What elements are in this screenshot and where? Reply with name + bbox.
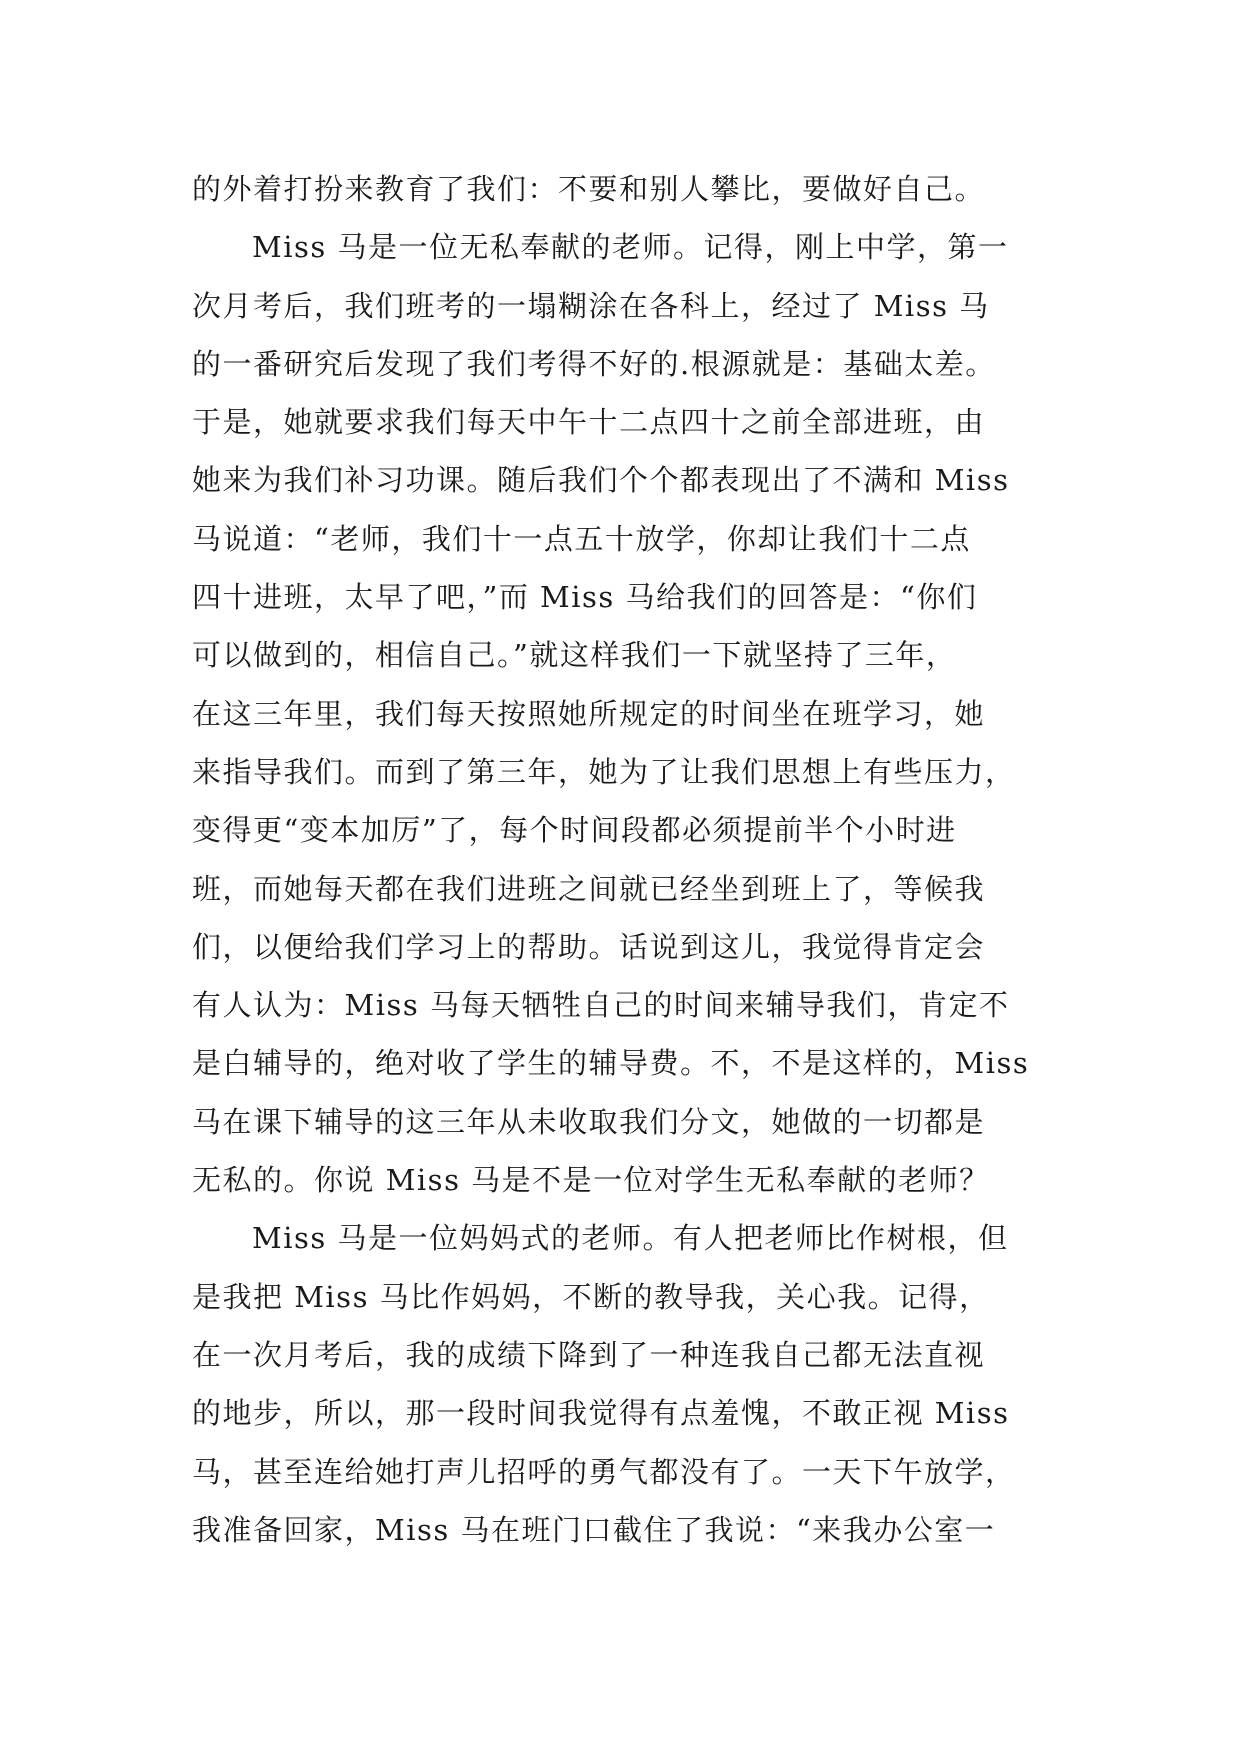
text-line: 班，而她每天都在我们进班之间就已经坐到班上了，等候我 bbox=[192, 871, 986, 906]
text-line: 变得更“变本加厉”了，每个时间段都必须提前半个小时进 bbox=[192, 813, 957, 848]
text-line: 她来为我们补习功课。随后我们个个都表现出了不满和 Miss bbox=[192, 463, 1010, 498]
text-line: 马说道：“老师，我们十一点五十放学，你却让我们十二点 bbox=[192, 521, 971, 556]
text-line: 我准备回家，Miss 马在班门口截住了我说：“来我办公室一 bbox=[192, 1512, 996, 1547]
body-text bbox=[192, 160, 1052, 1559]
text-line: 四十进班，太早了吧，”而 Miss 马给我们的回答是：“你们 bbox=[192, 580, 978, 615]
text-line: 无私的。你说 Miss 马是不是一位对学生无私奉献的老师？ bbox=[192, 1163, 990, 1198]
text-line: 在这三年里，我们每天按照她所规定的时间坐在班学习，她 bbox=[192, 696, 986, 731]
text-line: Miss 马是一位妈妈式的老师。有人把老师比作树根，但 bbox=[252, 1221, 1009, 1256]
text-line: 的一番研究后发现了我们考得不好的.根源就是：基础太差。 bbox=[192, 346, 996, 381]
text-line: 马，甚至连给她打声儿招呼的勇气都没有了。一天下午放学， bbox=[192, 1454, 1016, 1489]
text-line: 是白辅导的，绝对收了学生的辅导费。不，不是这样的，Miss bbox=[192, 1046, 1030, 1081]
text-line: 可以做到的，相信自己。”就这样我们一下就坚持了三年， bbox=[192, 638, 957, 673]
text-line: 在一次月考后，我的成绩下降到了一种连我自己都无法直视 bbox=[192, 1337, 986, 1372]
text-line: 的外着打扮来教育了我们：不要和别人攀比，要做好自己。 bbox=[192, 172, 986, 206]
text-line: 的地步，所以，那一段时间我觉得有点羞愧，不敢正视 Miss bbox=[192, 1396, 1010, 1431]
text-line: 有人认为：Miss 马每天牺牲自己的时间来辅导我们，肯定不 bbox=[192, 988, 1010, 1023]
text-line: 次月考后，我们班考的一塌糊涂在各科上，经过了 Miss 马 bbox=[192, 288, 990, 323]
text-line: Miss 马是一位无私奉献的老师。记得，刚上中学，第一 bbox=[252, 230, 1009, 265]
text-line: 马在课下辅导的这三年从未收取我们分文，她做的一切都是 bbox=[192, 1104, 986, 1139]
text-line: 是我把 Miss 马比作妈妈，不断的教导我，关心我。记得， bbox=[192, 1279, 990, 1314]
text-line: 们，以便给我们学习上的帮助。话说到这儿，我觉得肯定会 bbox=[192, 929, 986, 964]
text-line: 来指导我们。而到了第三年，她为了让我们思想上有些压力， bbox=[192, 754, 1016, 789]
text-line: 于是，她就要求我们每天中午十二点四十之前全部进班，由 bbox=[192, 405, 986, 440]
